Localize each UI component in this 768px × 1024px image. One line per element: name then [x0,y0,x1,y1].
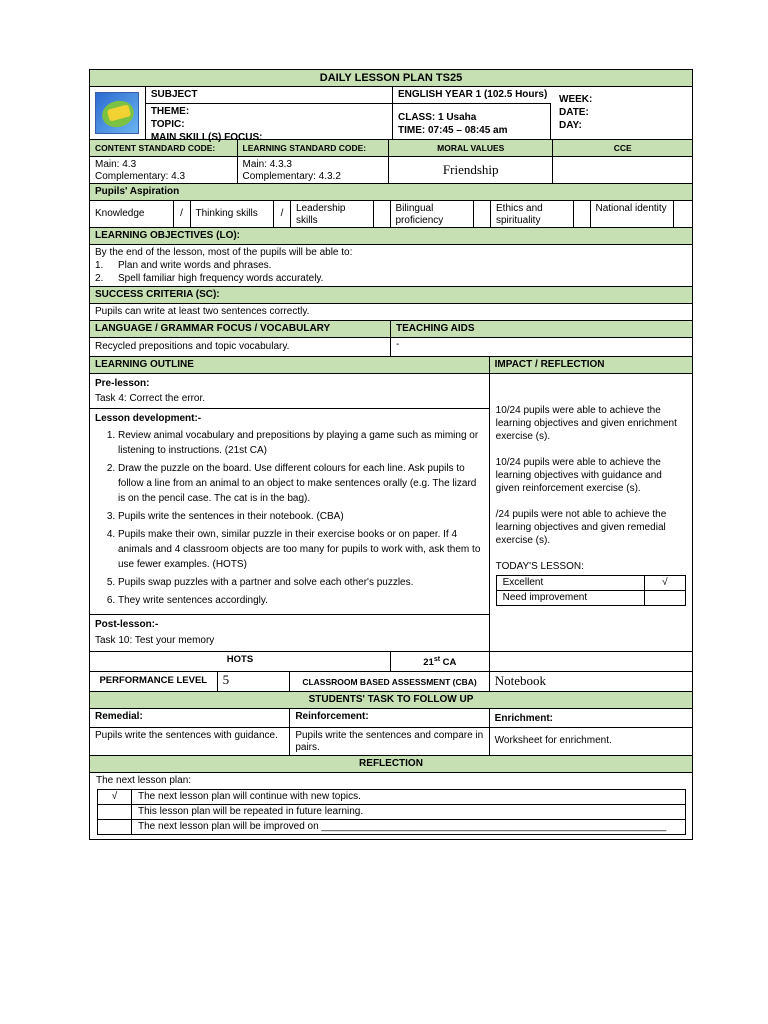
title-row [90,70,692,87]
aspiration-mark: / [174,201,191,227]
class-block [393,87,692,139]
reflection-option-text: This lesson plan will be repeated in future learning. [138,806,364,818]
impact-reinforcement-text: 10/24 pupils were able to achieve the learning objectives with guidance and given reinforcement exercise (s). [495,457,662,494]
subject-label: SUBJECT [146,87,392,104]
content-complementary: Complementary: 4.3 [95,171,186,182]
aspiration-header-row [90,184,692,201]
enrichment-text: Worksheet for enrichment. [494,735,612,747]
aspiration-mark [674,201,692,227]
lesson-development-label: Lesson development:- [95,413,202,424]
success-text: Pupils can write at least two sentences correctly. [95,306,310,317]
aspiration-item: Thinking skills [191,201,275,227]
lesson-step: 4. Pupils make their own, similar puzzle in their exercise books or on paper. If 4 animals and 4 classroom objects are too many for pupils to work with, ask them to use fewer examples. (HOTS) [118,527,484,572]
success-header-row [90,287,692,304]
performance-level-value: 5 [218,672,291,691]
reinforcement-label: Reinforcement: [290,709,489,727]
aspiration-item: National identity [591,201,675,227]
pre-lesson-text: Task 4: Correct the error. [95,393,206,404]
post-lesson-text: Task 10: Test your memory [95,635,215,646]
lesson-step: 2. Draw the puzzle on the board. Use different colours for each line. Ask pupils to follow a line from an animal to an object to make sentences orally (e.g. The lizard is on the pencil case. The cat is in the bag). [118,461,484,506]
aspiration-mark [374,201,391,227]
outline-cell [90,374,490,651]
aspiration-row [90,201,692,228]
cce-label: CCE [613,143,632,153]
cba-value: Notebook [494,673,546,689]
moral-value: Friendship [389,157,553,183]
teaching-aids-label: TEACHING AIDS [396,323,475,334]
reflection-intro: The next lesson plan: [96,775,192,787]
language-label: LANGUAGE / GRAMMAR FOCUS / VOCABULARY [90,321,391,337]
standards-header-row [90,140,692,157]
hots-row [90,652,692,672]
performance-level-label: PERFORMANCE LEVEL [90,672,218,691]
reflection-row [90,773,692,839]
followup-header-row [90,692,692,709]
reflection-options-table [97,789,686,835]
reflection-option-text: The next lesson plan will continue with new topics. [138,791,361,803]
excellent-label: Excellent [497,576,645,590]
objective-item: Spell familiar high frequency words accurately. [118,273,324,284]
class-name: CLASS: 1 Usaha [398,112,477,123]
moral-values-label: MORAL VALUES [389,140,553,156]
success-row [90,304,692,321]
week-label: WEEK: [559,94,593,105]
super-minds-logo-icon [95,92,139,134]
followup-values-row [90,728,692,756]
reflection-label: REFLECTION [359,758,423,770]
english-year-label: ENGLISH YEAR 1 (102.5 Hours) [393,87,692,104]
language-header-row [90,321,692,338]
objectives-row: By the end of the lesson, most of the pupils will be able to: 1. Plan and write words and phrases. 2. Spell familiar high frequency words accurately. [90,245,692,287]
objectives-label: LEARNING OBJECTIVES (LO): [95,230,241,241]
standards-values-row [90,157,692,184]
lesson-step: 5. Pupils swap puzzles with a partner and solve each other's puzzles. [118,575,484,590]
followup-label: STUDENTS' TASK TO FOLLOW UP [308,694,474,706]
aspiration-item: Bilingual proficiency [391,201,475,227]
main-skill-label: MAIN SKILL(S) FOCUS: [150,132,263,143]
lesson-time: TIME: 07:45 – 08:45 am [398,125,508,136]
followup-labels-row [90,709,692,728]
aspiration-label: Pupils' Aspiration [95,186,180,197]
objective-item: Plan and write words and phrases. [118,260,272,271]
header-row [90,87,692,143]
reflection-option-mark [98,805,132,819]
theme-label: THEME: [150,106,190,117]
day-label: DAY: [559,120,582,131]
lesson-step: 1. Review animal vocabulary and prepositions by playing a game such as miming or listening to instructions. (21st CA) [118,428,484,458]
reflection-option-mark: √ [98,790,132,804]
learning-main: Main: 4.3.3 [242,159,292,170]
content-standard-label: CONTENT STANDARD CODE: [90,140,238,156]
todays-lesson-label: TODAY'S LESSON: [495,561,584,572]
ca-blank [490,652,692,671]
logo-cell [90,87,146,139]
content-main: Main: 4.3 [95,159,137,170]
impact-enrichment-text: 10/24 pupils were able to achieve the learning objectives and given enrichment exercise (s). [495,405,677,442]
post-lesson-label: Post-lesson:- [95,619,159,630]
subject-block [146,87,393,143]
performance-row [90,672,692,692]
improvement-label: Need improvement [497,591,645,605]
impact-remedial-text: /24 pupils were not able to achieve the learning objectives and given remedial exercise (s). [495,509,667,546]
remedial-text: Pupils write the sentences with guidance. [90,728,290,755]
reinforcement-text: Pupils write the sentences and compare in pairs. [290,728,489,755]
cba-label: CLASSROOM BASED ASSESSMENT (CBA) [290,672,489,691]
todays-lesson-table [496,575,686,606]
outline-label: LEARNING OUTLINE [90,357,490,373]
aspiration-item: Knowledge [90,201,174,227]
language-row [90,338,692,357]
enrichment-label: Enrichment: [494,713,554,725]
improvement-mark [645,591,685,605]
lesson-step: 3. Pupils write the sentences in their notebook. (CBA) [118,509,484,524]
objectives-header-row [90,228,692,245]
learning-standard-label: LEARNING STANDARD CODE: [238,140,390,156]
aspiration-mark [474,201,491,227]
success-label: SUCCESS CRITERIA (SC): [95,289,220,300]
impact-label: IMPACT / REFLECTION [494,359,605,370]
lesson-plan-table [89,69,693,840]
remedial-label: Remedial: [90,709,290,727]
aspiration-mark [574,201,591,227]
hots-label: HOTS [90,652,391,671]
learning-complementary: Complementary: 4.3.2 [242,171,341,182]
aspiration-mark: / [274,201,291,227]
teaching-aids-text: - [396,339,400,350]
reflection-option-text: The next lesson plan will be improved on ______________________________________________________________ [138,821,667,833]
date-label: DATE: [559,107,589,118]
reflection-header-row [90,756,692,773]
excellent-mark: √ [662,577,668,588]
lesson-step: 6. They write sentences accordingly. [118,593,484,608]
language-text: Recycled prepositions and topic vocabulary. [90,338,391,356]
reflection-option-mark [98,820,132,834]
topic-label: TOPIC: [150,119,185,130]
objectives-intro: By the end of the lesson, most of the pupils will be able to: [95,247,353,258]
pre-lesson-label: Pre-lesson: [95,378,150,389]
page-title: DAILY LESSON PLAN TS25 [319,72,463,84]
cce-value [553,157,692,183]
aspiration-item: Ethics and spirituality [491,201,574,227]
impact-cell [490,374,692,651]
aspiration-item: Leadership skills [291,201,374,227]
outline-row [90,374,692,652]
outline-header-row [90,357,692,374]
lesson-steps [95,428,484,608]
ca-label: 21st CA [391,652,490,671]
